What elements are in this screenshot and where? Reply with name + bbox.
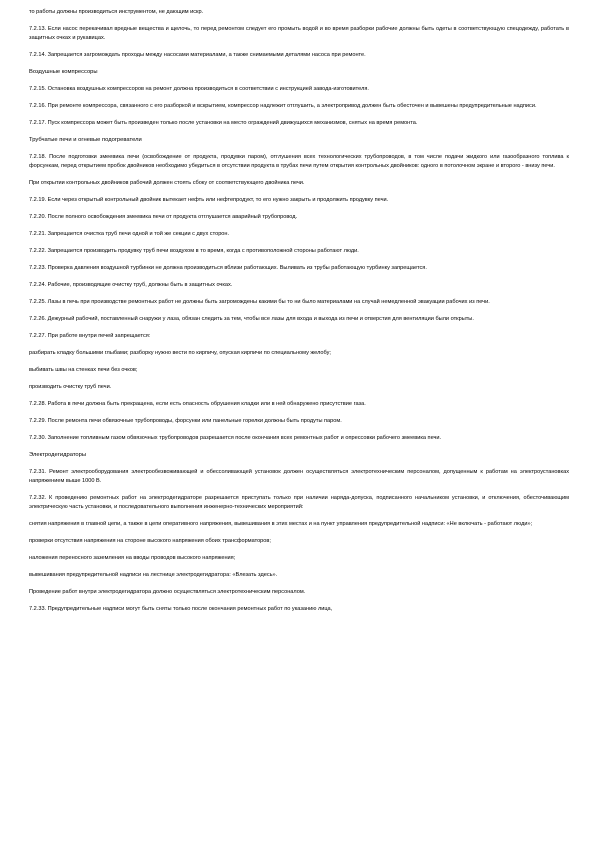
paragraph: 7.2.30. Заполнение топливным газом обвязочных трубопроводов разрешается после окончания всех ремонтных работ и опрессовки рабочего змеевика печи. [29,435,442,441]
section-heading: Воздушные компрессоры [29,69,98,75]
paragraph: 7.2.33. Предупредительные надписи могут быть сняты только после окончания ремонтных работ по указанию лица, [29,606,333,612]
paragraph: 7.2.29. После ремонта печи обвязочные трубопроводы, форсунки или панельные горелки должны быть продуты паром. [29,418,342,424]
paragraph: 7.2.20. После полного освобождения змеевика печи от продукта отглушается аварийный трубопровод. [29,214,298,220]
paragraph: 7.2.17. Пуск компрессора может быть произведен только после установки на место ограждений движущихся механизмов, снятых на время ремонта. [29,120,418,126]
list-item: вывешивания предупредительной надписи на лестнице электродегидратора: «Влезать здесь». [29,572,278,578]
paragraph: 7.2.18. После подготовки змеевика печи (освобождение от продукта, продувки паром), отглушения всех технологических трубопроводов, в том числе подачи жидкого или газообразного топлива к форсункам, перед открытием пробок двойников необходимо убедиться в отсутствии продукта в трубах печи путем открытия контрольных двойников: одного в потолочном экране и второго - внизу печи. [29,154,569,169]
section-heading: Электродегидраторы [29,452,87,458]
paragraph: 7.2.21. Запрещается очистка труб печи одной и той же секции с двух сторон. [29,231,230,237]
paragraph: 7.2.15. Остановка воздушных компрессоров на ремонт должна производиться в соответствии с инструкцией завода-изготовителя. [29,86,369,92]
paragraph: 7.2.16. При ремонте компрессора, связанного с его разборкой и вскрытием, компрессор надлежит отглушить, а электропривод должен быть обесточен и вывешены предупредительные надписи. [29,103,537,109]
list-item: снятия напряжения в главной цепи, а также в цепи оперативного напряжения, вывешивания в этих местах и на пункт управления предупредительной надписи: «Не включать - работают люди»; [29,521,533,527]
list-item: наложения переносного заземления на вводы проводов высокого напряжения; [29,555,236,561]
paragraph: 7.2.19. Если через открытый контрольный двойник вытекает нефть или нефтепродукт, то его нужно закрыть и продолжить продувку печи. [29,197,389,203]
list-item: производить очистку труб печи. [29,384,112,390]
paragraph: 7.2.22. Запрещается производить продувку труб печи воздухом в то время, когда с противоположной стороны работают люди. [29,248,359,254]
paragraph: Проведение работ внутри электродегидратора должно осуществляться электротехническим персоналом. [29,589,306,595]
paragraph: 7.2.27. При работе внутри печей запрещается: [29,333,151,339]
paragraph: 7.2.32. К проведению ремонтных работ на электродегидраторе разрешается приступать только при наличии наряда-допуска, подписанного начальником установки, и отключения, обесточивающим электрическую часть установки, и последовательного выполнения инженерно-технических мероприятий: [29,495,569,510]
paragraph: то работы должны производиться инструментом, не дающим искр. [29,9,204,15]
section-heading: Трубчатые печи и огневые подогреватели [29,137,142,143]
paragraph: 7.2.24. Рабочие, производящие очистку труб, должны быть в защитных очках. [29,282,233,288]
paragraph: 7.2.13. Если насос перекачивал вредные вещества и щелочь, то перед ремонтом следует его промыть водой и во время разборки рабочие должны быть одеты в соответствующую спецодежду, работать в защитных очках и рукавицах. [29,26,569,41]
list-item: выбивать швы на стенках печи без очков; [29,367,138,373]
paragraph: 7.2.23. Проверка давления воздушной турбинки не должна производиться вблизи работающих. Выливать из трубы работающую турбинку запрещается. [29,265,427,271]
paragraph: При открытии контрольных двойников рабочий должен стоять сбоку от соответствующего двойника печи. [29,180,305,186]
paragraph: 7.2.25. Лазы в печь при производстве ремонтных работ не должны быть загромождены какими бы то ни было материалами на случай немедленной эвакуации рабочих из печи. [29,299,490,305]
paragraph: 7.2.14. Запрещается загромождать проходы между насосами материалами, а также снимаемыми деталями насоса при ремонте. [29,52,366,58]
paragraph: 7.2.28. Работа в печи должна быть прекращена, если есть опасность обрушения кладки или в ней обнаружено присутствие газа. [29,401,366,407]
document-page [29,8,569,616]
list-item: проверки отсутствия напряжения на стороне высокого напряжения обоих трансформаторов; [29,538,271,544]
paragraph: 7.2.26. Дежурный рабочий, поставленный снаружи у лаза, обязан следить за тем, чтобы все лазы для входа и выхода из печи и отверстия для вентиляции были открыты. [29,316,474,322]
paragraph: 7.2.31. Ремонт электрооборудования электрообезвоживающей и обессоливающей установок должен осуществляться электротехническим персоналом, допущенным к работам на электроустановках напряжением выше 1000 В. [29,469,569,484]
list-item: разбирать кладку большими глыбами; разборку нужно вести по кирпичу, опуская кирпичи по специальному желобу; [29,350,331,356]
